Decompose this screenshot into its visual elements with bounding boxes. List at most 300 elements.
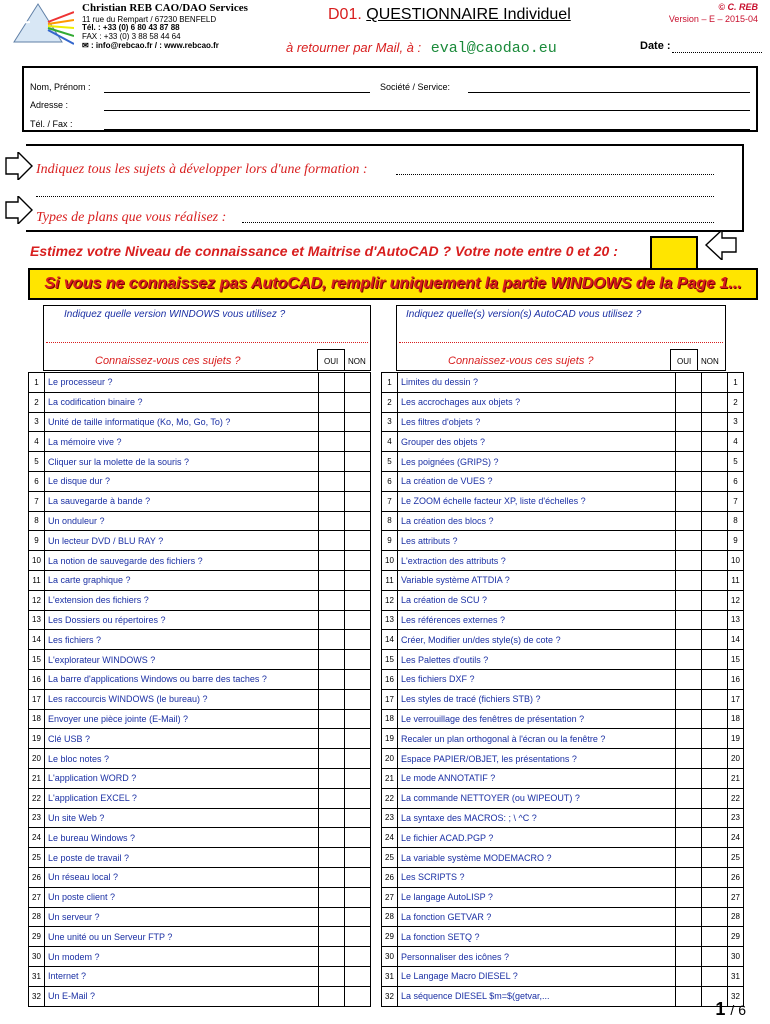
yes-checkbox[interactable] <box>319 650 345 670</box>
row-number: 24 <box>382 828 398 848</box>
no-checkbox[interactable] <box>702 848 728 868</box>
question-label: Les styles de tracé (fichiers STB) ? <box>398 689 676 709</box>
question-label: Les accrochages aux objets ? <box>398 392 676 412</box>
row-number: 9 <box>29 531 45 551</box>
plans-field[interactable] <box>242 222 714 223</box>
row-number-right: 26 <box>728 867 744 887</box>
yes-checkbox[interactable] <box>676 630 702 650</box>
no-checkbox[interactable] <box>345 709 371 729</box>
no-checkbox[interactable] <box>345 471 371 491</box>
no-checkbox[interactable] <box>702 907 728 927</box>
grade-input[interactable] <box>650 236 698 270</box>
yes-checkbox[interactable] <box>676 590 702 610</box>
row-number: 25 <box>382 848 398 868</box>
table-row <box>382 432 744 452</box>
no-checkbox[interactable] <box>345 907 371 927</box>
return-email[interactable]: eval@caodao.eu <box>430 40 557 57</box>
yes-checkbox[interactable] <box>676 432 702 452</box>
yes-checkbox[interactable] <box>319 392 345 412</box>
yes-checkbox[interactable] <box>676 986 702 1006</box>
row-number: 27 <box>382 887 398 907</box>
yes-checkbox[interactable] <box>319 570 345 590</box>
no-checkbox[interactable] <box>345 432 371 452</box>
autocad-version-question: Indiquez quelle(s) version(s) AutoCAD vous utilisez ? <box>406 309 642 320</box>
yes-checkbox[interactable] <box>676 966 702 986</box>
row-number: 7 <box>382 491 398 511</box>
right-known-header: Connaissez-vous ces sujets ? <box>448 355 594 367</box>
question-label: Les Dossiers ou répertoires ? <box>45 610 319 630</box>
autocad-questions-table <box>381 372 744 1007</box>
no-checkbox[interactable] <box>345 768 371 788</box>
no-checkbox[interactable] <box>702 412 728 432</box>
row-number: 8 <box>382 511 398 531</box>
yes-checkbox[interactable] <box>319 907 345 927</box>
company-web: : info@rebcao.fr / : www.rebcao.fr <box>90 41 219 50</box>
company-address: 11 rue du Rempart / 67230 BENFELD <box>82 15 217 24</box>
row-number-right: 23 <box>728 808 744 828</box>
row-number: 31 <box>382 966 398 986</box>
row-number-right: 11 <box>728 570 744 590</box>
table-row <box>29 709 371 729</box>
question-label: Un lecteur DVD / BLU RAY ? <box>45 531 319 551</box>
row-number-right: 21 <box>728 768 744 788</box>
row-number: 4 <box>382 432 398 452</box>
question-label: La commande NETTOYER (ou WIPEOUT) ? <box>398 788 676 808</box>
yes-checkbox[interactable] <box>319 927 345 947</box>
question-label: Clé USB ? <box>45 729 319 749</box>
row-number-right: 24 <box>728 828 744 848</box>
no-checkbox[interactable] <box>702 788 728 808</box>
table-row <box>382 471 744 491</box>
yes-checkbox[interactable] <box>319 709 345 729</box>
table-row <box>29 392 371 412</box>
yes-checkbox[interactable] <box>676 689 702 709</box>
table-row <box>29 887 371 907</box>
row-number: 20 <box>29 749 45 769</box>
no-checkbox[interactable] <box>702 768 728 788</box>
windows-version-question: Indiquez quelle version WINDOWS vous utilisez ? <box>64 309 286 320</box>
pointing-arrow-icon <box>4 152 34 180</box>
row-number: 21 <box>382 768 398 788</box>
row-number: 21 <box>29 768 45 788</box>
row-number: 18 <box>382 709 398 729</box>
no-checkbox[interactable] <box>345 650 371 670</box>
row-number: 17 <box>29 689 45 709</box>
row-number-right: 7 <box>728 491 744 511</box>
question-label: L'extraction des attributs ? <box>398 551 676 571</box>
table-row <box>382 452 744 472</box>
date-field[interactable] <box>672 52 762 53</box>
yes-checkbox[interactable] <box>319 887 345 907</box>
question-label: Le bloc notes ? <box>45 749 319 769</box>
no-checkbox[interactable] <box>345 729 371 749</box>
no-checkbox[interactable] <box>702 749 728 769</box>
row-number-right: 1 <box>728 373 744 393</box>
row-number-right: 15 <box>728 650 744 670</box>
yes-checkbox[interactable] <box>676 570 702 590</box>
no-checkbox[interactable] <box>702 630 728 650</box>
no-checkbox[interactable] <box>345 947 371 967</box>
yes-checkbox[interactable] <box>676 669 702 689</box>
no-checkbox[interactable] <box>702 471 728 491</box>
row-number-right: 8 <box>728 511 744 531</box>
question-label: La notion de sauvegarde des fichiers ? <box>45 551 319 571</box>
no-checkbox[interactable] <box>345 867 371 887</box>
question-label: L'extension des fichiers ? <box>45 590 319 610</box>
no-checkbox[interactable] <box>345 927 371 947</box>
yes-checkbox[interactable] <box>676 947 702 967</box>
row-number-right: 3 <box>728 412 744 432</box>
no-checkbox[interactable] <box>702 392 728 412</box>
table-row <box>29 788 371 808</box>
no-checkbox[interactable] <box>345 590 371 610</box>
row-number: 6 <box>29 471 45 491</box>
no-checkbox[interactable] <box>702 531 728 551</box>
yes-checkbox[interactable] <box>676 650 702 670</box>
row-number: 11 <box>382 570 398 590</box>
table-row <box>382 392 744 412</box>
row-number-right: 16 <box>728 669 744 689</box>
yes-checkbox[interactable] <box>676 828 702 848</box>
yes-checkbox[interactable] <box>319 590 345 610</box>
yes-checkbox[interactable] <box>319 828 345 848</box>
estimate-label: Estimez votre Niveau de connaissance et Maitrise d'AutoCAD ? Votre note entre 0 et 20 : <box>30 243 618 259</box>
left-oui-header: OUI <box>324 357 339 366</box>
yes-checkbox[interactable] <box>319 412 345 432</box>
no-checkbox[interactable] <box>345 966 371 986</box>
no-checkbox[interactable] <box>702 808 728 828</box>
yes-checkbox[interactable] <box>676 907 702 927</box>
table-row <box>382 689 744 709</box>
document-title <box>328 6 571 24</box>
no-checkbox[interactable] <box>702 828 728 848</box>
no-checkbox[interactable] <box>702 432 728 452</box>
question-label: L'application WORD ? <box>45 768 319 788</box>
question-label: Recaler un plan orthogonal à l'écran ou la fenêtre ? <box>398 729 676 749</box>
return-label: à retourner par Mail, à : <box>286 40 422 55</box>
question-label: Un poste client ? <box>45 887 319 907</box>
question-label: Un serveur ? <box>45 907 319 927</box>
table-row <box>29 986 371 1006</box>
yes-checkbox[interactable] <box>319 867 345 887</box>
question-label: Variable système ATTDIA ? <box>398 570 676 590</box>
yes-checkbox[interactable] <box>676 471 702 491</box>
yes-checkbox[interactable] <box>676 749 702 769</box>
row-number: 20 <box>382 749 398 769</box>
yes-checkbox[interactable] <box>319 808 345 828</box>
row-number-right: 32 <box>728 986 744 1006</box>
no-checkbox[interactable] <box>345 412 371 432</box>
question-label: La création de SCU ? <box>398 590 676 610</box>
yes-checkbox[interactable] <box>319 749 345 769</box>
table-row <box>382 709 744 729</box>
yes-checkbox[interactable] <box>676 887 702 907</box>
yes-checkbox[interactable] <box>319 452 345 472</box>
no-checkbox[interactable] <box>345 610 371 630</box>
yes-checkbox[interactable] <box>676 788 702 808</box>
question-label: L'application EXCEL ? <box>45 788 319 808</box>
no-checkbox[interactable] <box>345 669 371 689</box>
table-row <box>29 373 371 393</box>
yes-checkbox[interactable] <box>319 531 345 551</box>
question-label: Créer, Modifier un/des style(s) de cote ? <box>398 630 676 650</box>
company-fax: FAX : +33 (0) 3 88 58 44 64 <box>82 32 181 41</box>
yes-checkbox[interactable] <box>319 491 345 511</box>
phone-label: Tél. / Fax : <box>30 119 73 129</box>
name-field[interactable] <box>104 92 370 93</box>
table-row <box>382 590 744 610</box>
no-checkbox[interactable] <box>345 749 371 769</box>
yes-checkbox[interactable] <box>319 947 345 967</box>
yes-checkbox[interactable] <box>676 768 702 788</box>
row-number: 18 <box>29 709 45 729</box>
table-row <box>29 947 371 967</box>
row-number: 24 <box>29 828 45 848</box>
row-number: 5 <box>29 452 45 472</box>
no-checkbox[interactable] <box>702 452 728 472</box>
row-number-right: 27 <box>728 887 744 907</box>
no-checkbox[interactable] <box>702 511 728 531</box>
row-number: 13 <box>382 610 398 630</box>
table-row <box>382 412 744 432</box>
yes-checkbox[interactable] <box>676 491 702 511</box>
table-row <box>382 927 744 947</box>
no-checkbox[interactable] <box>345 570 371 590</box>
question-label: La fonction SETQ ? <box>398 927 676 947</box>
row-number: 3 <box>29 412 45 432</box>
question-label: Limites du dessin ? <box>398 373 676 393</box>
yes-checkbox[interactable] <box>676 452 702 472</box>
yes-checkbox[interactable] <box>319 848 345 868</box>
no-checkbox[interactable] <box>702 689 728 709</box>
yes-checkbox[interactable] <box>319 432 345 452</box>
row-number: 11 <box>29 570 45 590</box>
row-number-right: 29 <box>728 927 744 947</box>
left-known-header: Connaissez-vous ces sujets ? <box>95 355 241 367</box>
no-checkbox[interactable] <box>345 491 371 511</box>
yes-checkbox[interactable] <box>676 392 702 412</box>
row-number-right: 25 <box>728 848 744 868</box>
question-label: Espace PAPIER/OBJET, les présentations ? <box>398 749 676 769</box>
prism-logo <box>4 0 74 46</box>
row-number: 6 <box>382 471 398 491</box>
question-label: Un onduleur ? <box>45 511 319 531</box>
table-row <box>29 570 371 590</box>
row-number: 22 <box>29 788 45 808</box>
no-checkbox[interactable] <box>345 392 371 412</box>
question-label: Une unité ou un Serveur FTP ? <box>45 927 319 947</box>
table-row <box>29 551 371 571</box>
yes-checkbox[interactable] <box>676 511 702 531</box>
table-row <box>382 788 744 808</box>
no-checkbox[interactable] <box>702 491 728 511</box>
yes-checkbox[interactable] <box>319 511 345 531</box>
row-number: 2 <box>382 392 398 412</box>
question-label: La codification binaire ? <box>45 392 319 412</box>
yes-checkbox[interactable] <box>319 669 345 689</box>
yes-checkbox[interactable] <box>676 551 702 571</box>
question-label: Le poste de travail ? <box>45 848 319 868</box>
row-number: 10 <box>382 551 398 571</box>
topics-label: Indiquez tous les sujets à développer lors d'une formation : <box>36 162 368 177</box>
table-row <box>382 570 744 590</box>
autocad-warning: Si vous ne connaissez pas AutoCAD, remplir uniquement la partie WINDOWS de la Page 1... <box>28 268 758 300</box>
page-total: / 6 <box>730 1002 746 1018</box>
yes-checkbox[interactable] <box>319 986 345 1006</box>
no-checkbox[interactable] <box>345 808 371 828</box>
left-non-header: NON <box>348 357 366 366</box>
question-label: Les fichiers DXF ? <box>398 669 676 689</box>
yes-checkbox[interactable] <box>319 471 345 491</box>
date-label: Date : <box>640 40 671 52</box>
doc-code: D01. <box>328 6 362 23</box>
no-checkbox[interactable] <box>702 887 728 907</box>
autocad-version-field[interactable] <box>399 342 723 343</box>
question-label: Le mode ANNOTATIF ? <box>398 768 676 788</box>
question-label: Les poignées (GRIPS) ? <box>398 452 676 472</box>
no-checkbox[interactable] <box>345 452 371 472</box>
company-label: Société / Service: <box>380 82 451 92</box>
yes-checkbox[interactable] <box>676 729 702 749</box>
yes-checkbox[interactable] <box>319 966 345 986</box>
windows-version-field[interactable] <box>46 342 368 343</box>
row-number-right: 6 <box>728 471 744 491</box>
yes-checkbox[interactable] <box>676 373 702 393</box>
table-row <box>382 768 744 788</box>
row-number: 23 <box>382 808 398 828</box>
table-row <box>382 867 744 887</box>
row-number-right: 12 <box>728 590 744 610</box>
topics-field-1[interactable] <box>396 174 714 175</box>
table-row <box>29 867 371 887</box>
no-checkbox[interactable] <box>345 788 371 808</box>
question-label: Les fichiers ? <box>45 630 319 650</box>
row-number: 16 <box>29 669 45 689</box>
table-row <box>382 729 744 749</box>
yes-checkbox[interactable] <box>676 848 702 868</box>
yes-checkbox[interactable] <box>676 709 702 729</box>
yes-checkbox[interactable] <box>319 610 345 630</box>
row-number-right: 9 <box>728 531 744 551</box>
question-label: La variable système MODEMACRO ? <box>398 848 676 868</box>
no-checkbox[interactable] <box>702 669 728 689</box>
yes-checkbox[interactable] <box>319 768 345 788</box>
version: Version – E – 2015-04 <box>668 14 758 24</box>
table-row <box>29 432 371 452</box>
yes-checkbox[interactable] <box>319 630 345 650</box>
question-label: La création de VUES ? <box>398 471 676 491</box>
table-row <box>29 927 371 947</box>
no-checkbox[interactable] <box>345 511 371 531</box>
no-checkbox[interactable] <box>345 828 371 848</box>
yes-checkbox[interactable] <box>676 531 702 551</box>
yes-checkbox[interactable] <box>676 927 702 947</box>
question-label: Grouper des objets ? <box>398 432 676 452</box>
row-number: 14 <box>382 630 398 650</box>
no-checkbox[interactable] <box>702 650 728 670</box>
table-row <box>29 749 371 769</box>
yes-checkbox[interactable] <box>319 729 345 749</box>
doc-title-text: QUESTIONNAIRE Individuel <box>366 6 571 23</box>
windows-questions-table <box>28 372 371 1007</box>
no-checkbox[interactable] <box>702 709 728 729</box>
no-checkbox[interactable] <box>702 590 728 610</box>
company-field[interactable] <box>468 92 750 93</box>
yes-checkbox[interactable] <box>319 373 345 393</box>
no-checkbox[interactable] <box>702 966 728 986</box>
row-number-right: 13 <box>728 610 744 630</box>
yes-checkbox[interactable] <box>676 867 702 887</box>
row-number-right: 17 <box>728 689 744 709</box>
row-number: 10 <box>29 551 45 571</box>
address-label: Adresse : <box>30 100 69 110</box>
table-row <box>29 907 371 927</box>
question-label: Les SCRIPTS ? <box>398 867 676 887</box>
yes-checkbox[interactable] <box>319 551 345 571</box>
no-checkbox[interactable] <box>345 531 371 551</box>
table-row <box>382 907 744 927</box>
no-checkbox[interactable] <box>345 689 371 709</box>
no-checkbox[interactable] <box>702 729 728 749</box>
yes-checkbox[interactable] <box>676 808 702 828</box>
author: © C. REB <box>718 2 758 12</box>
no-checkbox[interactable] <box>345 630 371 650</box>
no-checkbox[interactable] <box>345 986 371 1006</box>
no-checkbox[interactable] <box>345 373 371 393</box>
table-row <box>29 590 371 610</box>
yes-checkbox[interactable] <box>319 788 345 808</box>
no-checkbox[interactable] <box>345 551 371 571</box>
row-number: 12 <box>382 590 398 610</box>
row-number: 30 <box>382 947 398 967</box>
no-checkbox[interactable] <box>702 867 728 887</box>
question-label: Cliquer sur la molette de la souris ? <box>45 452 319 472</box>
row-number: 15 <box>29 650 45 670</box>
question-label: Le bureau Windows ? <box>45 828 319 848</box>
question-label: La création des blocs ? <box>398 511 676 531</box>
row-number: 32 <box>29 986 45 1006</box>
no-checkbox[interactable] <box>702 570 728 590</box>
yes-checkbox[interactable] <box>319 689 345 709</box>
identity-box <box>22 66 758 132</box>
table-row <box>382 511 744 531</box>
question-label: Le Langage Macro DIESEL ? <box>398 966 676 986</box>
phone-field[interactable] <box>104 129 750 130</box>
pointing-left-arrow-icon <box>704 230 738 260</box>
yes-checkbox[interactable] <box>676 610 702 630</box>
row-number: 2 <box>29 392 45 412</box>
row-number: 26 <box>382 867 398 887</box>
address-field[interactable] <box>104 110 750 111</box>
topics-field-2[interactable] <box>36 196 714 197</box>
no-checkbox[interactable] <box>702 947 728 967</box>
table-row <box>382 749 744 769</box>
table-row <box>382 986 744 1006</box>
name-label: Nom, Prénom : <box>30 82 91 92</box>
no-checkbox[interactable] <box>345 887 371 907</box>
row-number: 4 <box>29 432 45 452</box>
question-label: La mémoire vive ? <box>45 432 319 452</box>
no-checkbox[interactable] <box>702 610 728 630</box>
no-checkbox[interactable] <box>702 551 728 571</box>
no-checkbox[interactable] <box>702 927 728 947</box>
yes-checkbox[interactable] <box>676 412 702 432</box>
question-label: Le ZOOM échelle facteur XP, liste d'échelles ? <box>398 491 676 511</box>
table-row <box>382 630 744 650</box>
row-number-right: 30 <box>728 947 744 967</box>
no-checkbox[interactable] <box>345 848 371 868</box>
no-checkbox[interactable] <box>702 373 728 393</box>
